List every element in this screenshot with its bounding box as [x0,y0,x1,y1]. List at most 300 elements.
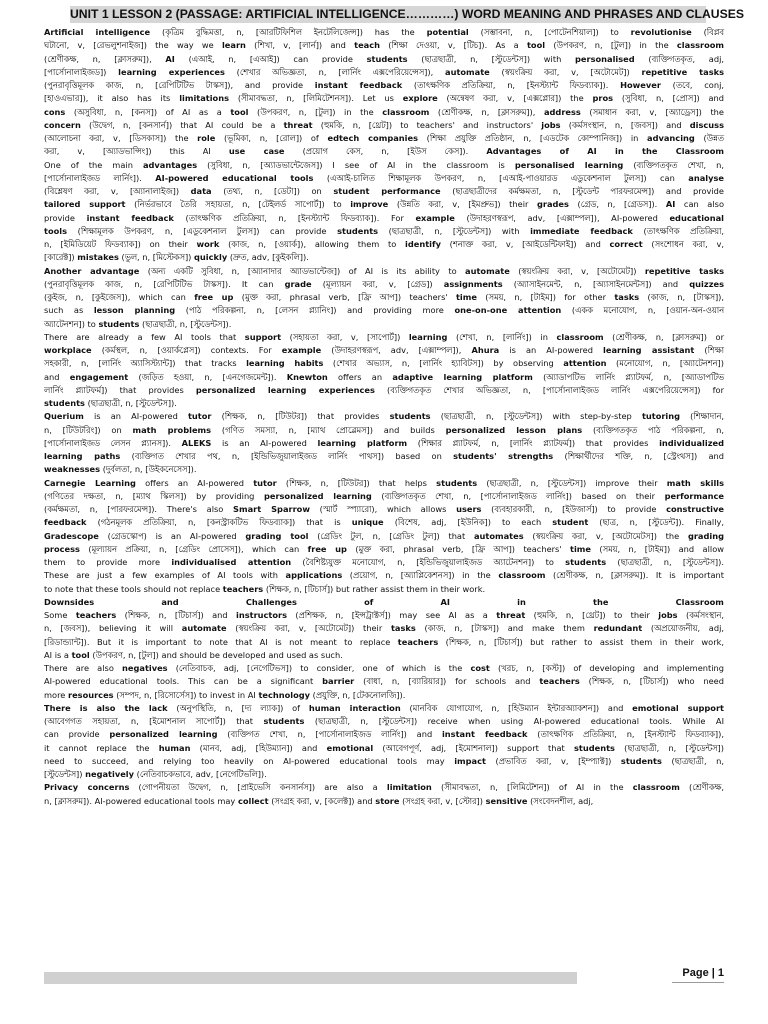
text-run: (শেখার অভিজ্ঞতা, n, [লার্নিং এক্সপেরিয়েন্সেস]), [224,66,445,77]
keyword: personalized lesson plans [445,424,583,435]
text-line [44,318,724,331]
text-run: them to provide more [44,557,172,567]
text-line [44,755,724,768]
text-run: (উদ্বেগ, n, [কনসার্ন]) that AI could be a [80,119,284,130]
text-run: can provide [44,729,110,740]
keyword: applications [285,570,343,581]
text-run: can also [675,199,724,210]
keyword: performance [664,490,724,501]
keyword: quizzes [689,278,724,289]
text-line [44,145,724,158]
text-run: (স্বয়ংক্রিয় করা, v, [অটোমেট]) [489,66,642,77]
keyword: Ahura [471,345,500,355]
keyword: automates [473,530,524,541]
body-block-1 [44,26,724,596]
keyword: grade [284,278,312,289]
keyword: users [456,504,482,514]
text-run: [পার্সোনালাইজড লার্নিং]). [44,172,156,183]
keyword: tutor [253,477,277,488]
keyword: immediate feedback [530,225,633,236]
keyword: threat [283,119,313,130]
text-run: offers an [327,371,393,382]
keyword: jobs [658,610,678,620]
keyword: tailored support [44,199,126,210]
keyword: human [158,742,191,753]
text-run: (তাৎক্ষণিক প্রতিক্রিয়া, [632,225,724,236]
text-line [44,477,724,490]
text-line [44,728,724,741]
text-line [44,132,724,145]
keyword: Privacy concerns [44,782,130,793]
document-body [44,26,724,808]
keyword: explore [402,93,438,104]
text-run: AI is a [44,649,72,660]
keyword: tasks [614,292,640,302]
keyword: workplace [44,345,92,355]
keyword: identify [405,239,441,249]
keyword: teach [354,40,381,51]
keyword: classroom [498,570,546,581]
text-run: (জড়িত হওয়া, n, [এনগেজমেন্ট]). [128,371,287,382]
text-run: (তাৎক্ষণিক প্রতিক্রিয়া, n, [ইনস্ট্যান্ট ফিডব্যাক]). For [173,212,416,223]
text-run: (কর্মস্থল, n, [ওয়ার্কপ্লেস]) contexts. For [91,345,282,355]
text-run: (উদাহরণস্বরূপ, adv, [এক্সাম্পল]), AI-powered [454,212,670,223]
text-run: (অনুপস্থিতি, n, [দ্য ল্যাক]) of [167,702,309,713]
text-line [44,238,724,251]
text-line [44,397,724,410]
section-heading [44,596,724,609]
text-run: (শিক্ষা প্রযুক্তি প্রতিষ্ঠান, n, [এডটেক কোম্পানিজ]) in [418,133,648,143]
text-run: (গণিতের দক্ষতা, n, [ম্যাথ স্কিলস]) by providing [44,490,264,501]
text-run: (মনোযোগ, n, [অ্যাটেনশন]) [606,358,724,369]
text-line [44,702,724,715]
text-run: (ব্যক্তিগতকৃত শেখা, n, [পার্সোনালাইজড লার্নিং]) based on their [371,490,665,501]
keyword: assignments [443,278,503,289]
keyword: process [44,543,80,554]
keyword: human interaction [308,702,401,713]
paragraph [44,477,724,596]
keyword: impact [454,755,486,766]
text-run: (অপ্রয়োজনীয়, adj, [642,623,725,634]
keyword: students [565,557,607,567]
keyword: learning platform [317,437,408,448]
text-run: (বিশেষ, adj, [ইউনিক]) to each [383,517,553,528]
text-run: (খরচ, n, [কস্ট]) of developing and implementing [489,663,724,673]
text-run: (শিক্ষা [694,345,724,355]
keyword: tool [71,649,90,660]
text-run: (শিক্ষক, n, [টিচার্স]) who need [579,676,724,687]
text-run: (পুনরাবৃত্তিমূলক কাজ, n, [রেপিটিটিভ টাস্কস]). It can [44,278,285,289]
keyword: work [196,239,220,249]
text-run: AI-powered educational tools. This can be a significant [44,676,323,687]
keyword: student performance [333,186,441,196]
text-run: (আবেগপূর্ণ, adj, [ইমোশনাল]) support that [373,742,574,753]
keyword: tutor [187,411,212,422]
text-run: (মূল্যায়ন করা, v, [গ্রেড]) [311,278,444,289]
text-run: offers an AI-powered [135,477,254,488]
text-run: (উদাহরণস্বরূপ, adv, [এক্সাম্পল]), [321,345,472,355]
keyword: pros [592,93,614,104]
keyword: Carnegie Learning [44,477,136,488]
keyword: tutoring [641,411,681,422]
text-run: (ছাত্রছাত্রী, n, [স্টুডেন্টস]). [139,318,232,329]
text-run: (ভুল, n, [মিস্টেকস]) [118,252,195,263]
text-run: (ছাত্রছাত্রী, n, [স্টুডেন্টস]) with step-by-step [430,411,642,422]
keyword: automate [465,265,510,276]
keyword: students [389,411,431,422]
text-line [44,662,724,675]
keyword: students [436,477,478,488]
text-line [44,371,724,384]
text-run: (স্বয়ংক্রিয় করা, v, [অটোমেট]) their [226,623,391,634]
keyword: threat [496,610,526,620]
text-line [44,795,724,808]
text-run: (কাজ, n, [টাস্কস]) and make them [415,623,594,634]
text-run: (সংগ্রহ করা, v, [স্টোর]) [399,795,486,806]
text-run: (বিশ্লেষণ করা, v, [অ্যানালাইজ]) [44,186,191,196]
keyword: teachers [539,676,580,687]
text-run: (দুর্বলতা, n, [উইকনেসেস]). [100,464,197,475]
text-line [44,410,724,423]
keyword: advantages [142,159,198,170]
paragraph [44,26,724,265]
keyword: time [570,543,591,554]
text-run: (তবে, conj, [660,80,724,90]
text-run: (ব্যক্তিগতকৃত, adj, [634,53,725,64]
text-run: (বাধা, n, [ব্যারিয়ার]) for schools and [354,676,540,687]
keyword: free up [307,543,347,554]
keyword: learning habits [246,358,324,369]
keyword: feedback [44,517,87,528]
keyword: example [415,212,455,223]
text-line [44,251,724,264]
keyword: adaptive learning platform [392,371,533,382]
text-line [44,291,724,304]
text-line [44,450,724,463]
keyword: grading tool [245,530,309,541]
header-title-prefix: UNIT 1 LESSON 2 (PASSAGE: ARTIFICIAL INTELLIGENCE…………) [70,7,462,21]
text-run: n, [টিউটরিং]) on [44,424,133,435]
text-line [44,424,724,437]
text-run: (এআই, n, [এআই]) can provide [174,53,367,64]
text-run: (সময়, n, [টাইম]) and allow [590,543,724,554]
paragraph [44,331,724,411]
text-run: (অন্য একটি সুবিধা, n, [অ্যানাদার অ্যাডভান্টেজ]) of AI is its ability to [139,265,466,276]
text-line [44,503,724,516]
text-run: (কর্মক্ষমতা, n, [পারফরমেন্স]). There's also [44,504,234,514]
text-line [44,172,724,185]
text-run: (অ্যাসাইনমেন্ট, n, [অ্যাসাইনমেন্টস]) and [502,278,690,289]
text-run: (ছাত্রছাত্রী, n, [661,755,724,766]
text-run: (কর্মসংস্থান, [677,610,724,620]
text-run: n, [ইমিডিয়েট ফিডব্যাক]) on their [44,239,197,249]
text-line [44,26,724,39]
text-line [44,768,724,781]
keyword: learning experiences [118,66,225,77]
text-run: (ছাত্র, n, [স্টুডেন্ট]). Finally, [588,517,725,528]
text-line [44,304,724,317]
text-run: n, [জবস]), believing it will [44,623,182,634]
text-line [44,159,724,172]
text-run: need to succeed, and relying too heavily on AI-powered educational tools may [44,755,455,766]
keyword: emotional support [632,702,724,713]
keyword: learn [221,40,246,51]
keyword: automate [445,66,490,77]
keyword: tool [230,106,249,117]
keyword: store [375,795,400,806]
text-line [44,384,724,397]
section-heading-word: Downsides [44,596,95,607]
keyword: grades [536,199,569,210]
keyword: students [337,225,379,236]
text-run: সহকারী, n, [লার্নিং অ্যাসিস্ট্যান্ট]) that tracks [44,358,247,369]
text-run: (হুমকি, n, [থ্রেট]) to teachers' and instructors' [312,119,542,130]
text-run: (মুক্ত করা, phrasal verb, [ফ্রি আপ]) teachers' [233,292,456,302]
text-run: (উন্নতি করা, v, [ইমপ্রুভ]) their [388,199,537,210]
text-line [44,79,724,92]
keyword: use case [228,146,285,157]
section-heading-word: AI [440,596,450,607]
text-run: [রিডান্ড্যান্ট]). But it is important to note that AI is not meant to replace [44,636,398,647]
section-heading-word: of [364,596,374,607]
text-run: (শেখা, n, [লার্নিং]) in [447,331,557,342]
text-run: (শিক্ষক, n, [টিচার্স]) but rather assist them in their work. [263,583,486,594]
keyword: cost [470,663,490,673]
text-run: (শিক্ষার্থীদের শক্তি, n, [স্ট্রেংথস]) and [553,451,724,461]
page-number-rule [672,982,724,983]
body-block-2 [44,609,724,808]
text-run: (আবেগগত সহায়তা, n, [ইমোশনাল সাপোর্ট]) that [44,716,264,726]
text-run: (নেতিবাচক, adj, [নেগেটিভস]) to consider, one of which is the [167,663,471,673]
text-run: (সম্ভাবনা, n, [পোটেনশিয়াল]) to [468,27,631,37]
text-run: (সীমাবদ্ধতা, n, [লিমিটেশন]) of AI in the [431,782,633,793]
text-run: (কৃত্রিম বুদ্ধিমত্তা, n, [আরটিফিশিল ইনটেলিজেন্স]) has the [150,27,427,37]
text-run: (ভূমিকা, n, [রোল]) of [215,133,328,143]
text-run: n, [ক্লাসরুম]). AI-powered educational tools may [44,795,238,806]
text-line [44,437,724,450]
keyword: classroom [382,106,430,117]
keyword: classroom [632,782,680,793]
text-run: (স্বয়ংক্রিয় করা, v, [অটোমেট]) [509,265,645,276]
keyword: potential [426,27,469,37]
text-line [44,675,724,688]
text-line [44,278,724,291]
text-run: (ব্যক্তিগত শেখার পথ, n, [ইন্ডিভিজুয়ালাইজড লার্নিং পাথস]) based on [120,451,454,461]
text-line [44,357,724,370]
text-run: (ছাত্রছাত্রী, n, [স্টুডেন্টস]) receive when using AI-powered educational tools. While AI [304,716,725,726]
keyword: student [552,517,589,528]
text-run: (পুনরাবৃত্তিমূলক কাজ, n, [রেপিটিটিভ টাস্কস]), and provide [44,80,315,90]
text-run: [হাওএভার]), it also has its [44,93,180,104]
keyword: time [455,292,477,302]
text-run: (ব্যক্তিগত শেখা, n, [পার্সোনালাইজড লার্নিং]) and [217,729,442,740]
keyword: negatives [122,663,168,673]
text-run: (গোপনীয়তা উদ্বেগ, n, [প্রাইভেসি কনসার্নস]) are also a [129,782,387,793]
text-run: (প্রযুক্তি, n, [টেকনোলজি]). [310,689,406,700]
text-line [44,185,724,198]
text-run: is an AI-powered [83,411,188,422]
keyword: role [197,133,216,143]
keyword: tasks [390,623,416,634]
keyword: math skills [666,477,725,488]
text-run: (মুক্ত করা, phrasal verb, [ফ্রি আপ]) teachers' [346,543,571,554]
keyword: classroom [556,331,604,342]
paragraph [44,609,724,662]
text-run: (নির্ভরভাবে তৈরি সহায়তা, n, [টেইলর্ড সাপোর্ট]) to [125,199,351,210]
keyword: tool [526,40,546,51]
keyword: teachers [75,610,117,620]
section-heading-word: Challenges [245,596,297,607]
text-run: (এআই-চালিত শিক্ষামূলক উপকরণ, n, [এআই-পাওয়ারড এডুকেশনাল টুলস]) can [313,172,689,183]
text-line [44,543,724,556]
text-run: (ব্যক্তিগতকৃত শেখা, n, [623,159,724,170]
text-line [44,225,724,238]
keyword: math problems [132,424,212,435]
text-run: (ছাত্রছাত্রী, n, [স্টুডেন্টস]) [614,742,724,753]
keyword: jobs [541,119,561,130]
text-line [44,331,724,344]
text-run: it cannot replace the [44,742,159,753]
text-run: [কারেক্ট]) [44,252,78,263]
text-run: (ছাত্রছাত্রীদের কর্মক্ষমতা, n, [স্টুডেন্ট পারফরমেন্স]) and provide [440,186,724,196]
text-run: (হুমকি, n, [থ্রেট]) to their [525,610,659,620]
text-run: অ্যাটেনশন]) to [44,318,99,329]
text-run: (শিক্ষক, n, [টিউটর]) that helps [276,477,437,488]
text-run: (গ্রেড, n, [গ্রেডস]). [568,199,666,210]
keyword: address [543,106,581,117]
keyword: classroom [676,40,725,51]
keyword: individualised attention [171,557,292,567]
text-run: (পাঠ পরিকল্পনা, n, [লেসন প্ল্যানিং]) and providing more [175,305,455,316]
text-run: (তথ্য, n, [ডেটা]) on [211,186,334,196]
keyword: repetitive tasks [644,265,724,276]
text-run: (বৈশিষ্ট্যযুক্ত মনোযোগ, n, [ইন্ডিভিজুয়ালাইজড অ্যাটেনশন]) to [291,557,566,567]
text-run: [পার্সোনালাইজড]) [44,66,119,77]
keyword: support [244,331,282,342]
text-run: (শ্রেণীকক্ষ, n, [ক্লাসরুম]), [429,106,544,117]
keyword: personalized learning experiences [195,384,375,395]
text-run: (সংগ্রহ করা, v, [কলেক্ট]) and [268,795,376,806]
text-run: [পার্সোনালাইজড লেসন প্ল্যানস]). [44,437,182,448]
paragraph [44,410,724,476]
text-run: (শিক্ষার প্ল্যাটফর্ম, n, [লার্নিং প্ল্যাটফর্ম]) that provides [407,437,660,448]
text-run: is an AI-powered [499,345,604,355]
text-run: (তাৎক্ষণিক প্রতিক্রিয়া, n, [ইনস্ট্যান্ট ফিডব্যাক]), [527,729,724,740]
text-run: (উন্নত [694,133,724,143]
keyword: personalized learning [263,490,372,501]
text-run: (ছাত্রছাত্রী, n, [স্টুডেন্টস]) with [378,225,531,236]
text-line [44,92,724,105]
text-run: (ছাত্রছাত্রী, n, [স্টুডেন্টস]) improve their [477,477,667,488]
keyword: students [263,716,305,726]
keyword: engagement [69,371,129,382]
text-run: (মানব, adj, [হিউম্যান]) and [190,742,327,753]
text-run: (ছাত্রছাত্রী, n, [স্টুডেন্টস]). [84,398,177,408]
keyword: Advantages of AI in the Classroom [486,146,724,157]
keyword: AI [165,53,175,64]
keyword: cons [44,106,66,117]
text-run: (শিক্ষক, n, [টিউটর]) that provides [211,411,390,422]
text-line [44,781,724,794]
keyword: students' strengths [453,451,554,461]
keyword: personalised [575,53,635,64]
text-line [44,622,724,635]
text-run: is an AI-powered [211,437,318,448]
text-run: (দ্রুত, adv, [কুইকলি]). [227,252,309,263]
text-line [44,53,724,66]
text-run: (প্রয়োগ কেস, n, [ইউস কেস]). [284,146,487,157]
text-run: (সম্পদ, n, [রিসোর্সেস]) to invest in AI [113,689,259,700]
keyword: data [190,186,212,196]
keyword: improve [350,199,389,210]
section-heading-word: Classroom [675,596,724,607]
text-run: There are already a few AI tools that [44,331,245,342]
text-line [44,516,724,529]
keyword: personalised learning [514,159,624,170]
keyword: edtech companies [327,133,419,143]
keyword: limitations [179,93,230,104]
keyword: automate [181,623,227,634]
text-run: (বিপ্লব [691,27,724,37]
keyword: technology [258,689,311,700]
text-run: (শিখা, v, [লার্ন]) and [245,40,355,51]
text-run: such as [44,305,94,316]
keyword: instant feedback [86,212,174,223]
keyword: emotional [326,742,374,753]
text-run: (সহায়তা করা, v, [সাপোর্ট]) [281,331,409,342]
keyword: Knewton [286,371,328,382]
text-run: (শ্রেণীকক্ষ, n, [ক্লাসরুম]) or [603,331,724,342]
text-run: (শিক্ষক, n, [টিচার্স]) and [116,610,237,620]
header-title-suffix: WORD MEANING AND PHRASES AND CLAUSES [461,7,744,21]
keyword: Another advantage [44,265,140,276]
paragraph [44,781,724,808]
keyword: sensitive [485,795,528,806]
keyword: students [98,318,140,329]
keyword: learning assistant [603,345,695,355]
keyword: one-on-one attention [454,305,562,316]
keyword: instructors [236,610,288,620]
text-line [44,569,724,582]
text-line [44,689,724,702]
keyword: redundant [593,623,643,634]
keyword: advancing [647,133,695,143]
paragraph [44,662,724,702]
keyword: AI [665,199,676,210]
keyword: students [44,398,85,408]
text-run: Some [44,610,76,620]
text-run: One of the main [44,159,143,170]
text-run: (সীমাবদ্ধতা, n, [লিমিটেশনস]). Let us [229,93,403,104]
text-run: (ছাত্রছাত্রী, n, [স্টুডেন্টস]). [606,557,724,567]
text-run: and [44,371,70,382]
keyword: instant feedback [441,729,528,740]
text-line [44,742,724,755]
text-run: (কুইজ, n, [কুইজেস]), which can [44,292,195,302]
text-line [44,609,724,622]
section-heading-word: and [161,596,179,607]
keyword: Artificial intelligence [44,27,151,37]
text-run: These are just a few examples of AI tools with [44,570,286,581]
paragraph [44,265,724,331]
keyword: constructive [666,504,724,514]
text-run: (মূল্যায়ন প্রক্রিয়া, n, [গ্রেডিং প্রোসেস]), which can [79,543,308,554]
text-run: লার্নিং প্ল্যাটফর্ম]) that provides [44,384,196,395]
text-run: more [44,689,68,700]
keyword: students [573,742,615,753]
text-run: (সুবিধা, n, [প্রোস]) and [613,93,725,104]
text-line [44,636,724,649]
